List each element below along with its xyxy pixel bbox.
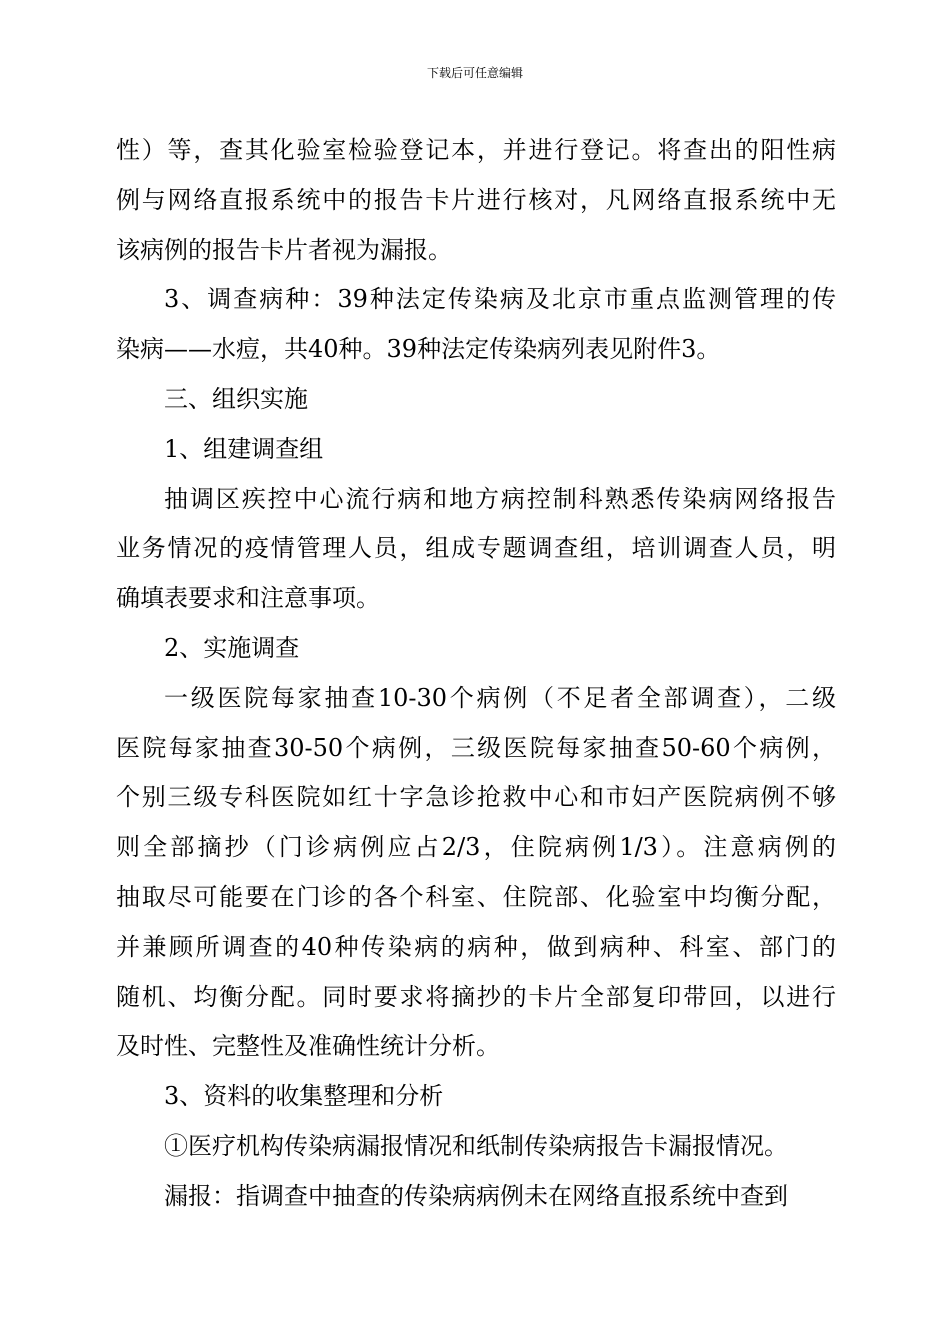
text-line: 例与网络直报系统中的报告卡片进行核对，凡网络直报系统中无	[116, 185, 836, 214]
paragraph	[116, 674, 836, 1072]
text-line: 抽取尽可能要在门诊的各个科室、住院部、化验室中均衡分配，	[116, 882, 836, 911]
text-line: 并兼顾所调查的40种传染病的病种，做到病种、科室、部门的	[116, 932, 836, 961]
paragraph	[116, 375, 836, 425]
text-line: 及时性、完整性及准确性统计分析。	[116, 1032, 500, 1061]
paragraph	[116, 1122, 836, 1172]
text-line: 漏报：指调查中抽查的传染病病例未在网络直报系统中查到	[164, 1181, 788, 1210]
text-line: 业务情况的疫情管理人员，组成专题调查组，培训调查人员，明	[116, 534, 836, 563]
text-line: 随机、均衡分配。同时要求将摘抄的卡片全部复印带回，以进行	[116, 982, 836, 1011]
paragraph	[116, 1172, 836, 1222]
text-line: 抽调区疾控中心流行病和地方病控制科熟悉传染病网络报告	[164, 484, 836, 513]
text-line: ①医疗机构传染病漏报情况和纸制传染病报告卡漏报情况。	[164, 1131, 788, 1160]
paragraph	[116, 1072, 836, 1122]
text-line: 1、组建调查组	[164, 434, 324, 463]
text-line: 3、资料的收集整理和分析	[164, 1082, 444, 1111]
text-line: 2、实施调查	[164, 633, 300, 662]
paragraph	[116, 425, 836, 475]
paragraph	[116, 624, 836, 674]
paragraph	[116, 126, 836, 275]
paragraph	[116, 475, 836, 624]
paragraph	[116, 275, 836, 375]
text-line: 染病——水痘，共40种。39种法定传染病列表见附件3。	[116, 335, 721, 364]
text-line: 则全部摘抄（门诊病例应占2/3，住院病例1/3）。注意病例的	[116, 833, 836, 862]
text-line: 3、调查病种：39种法定传染病及北京市重点监测管理的传	[164, 285, 836, 314]
text-line: 医院每家抽查30-50个病例，三级医院每家抽查50-60个病例，	[116, 733, 836, 762]
text-line: 确填表要求和注意事项。	[116, 584, 380, 613]
text-line: 一级医院每家抽查10-30个病例（不足者全部调查），二级	[164, 683, 836, 712]
text-line: 该病例的报告卡片者视为漏报。	[116, 235, 452, 264]
page-header: 下载后可任意编辑	[426, 66, 523, 80]
text-line: 三、组织实施	[164, 384, 308, 413]
text-line: 个别三级专科医院如红十字急诊抢救中心和市妇产医院病例不够	[116, 783, 836, 812]
text-line: 性）等，查其化验室检验登记本，并进行登记。将查出的阳性病	[116, 136, 836, 164]
document-body	[116, 126, 836, 1222]
